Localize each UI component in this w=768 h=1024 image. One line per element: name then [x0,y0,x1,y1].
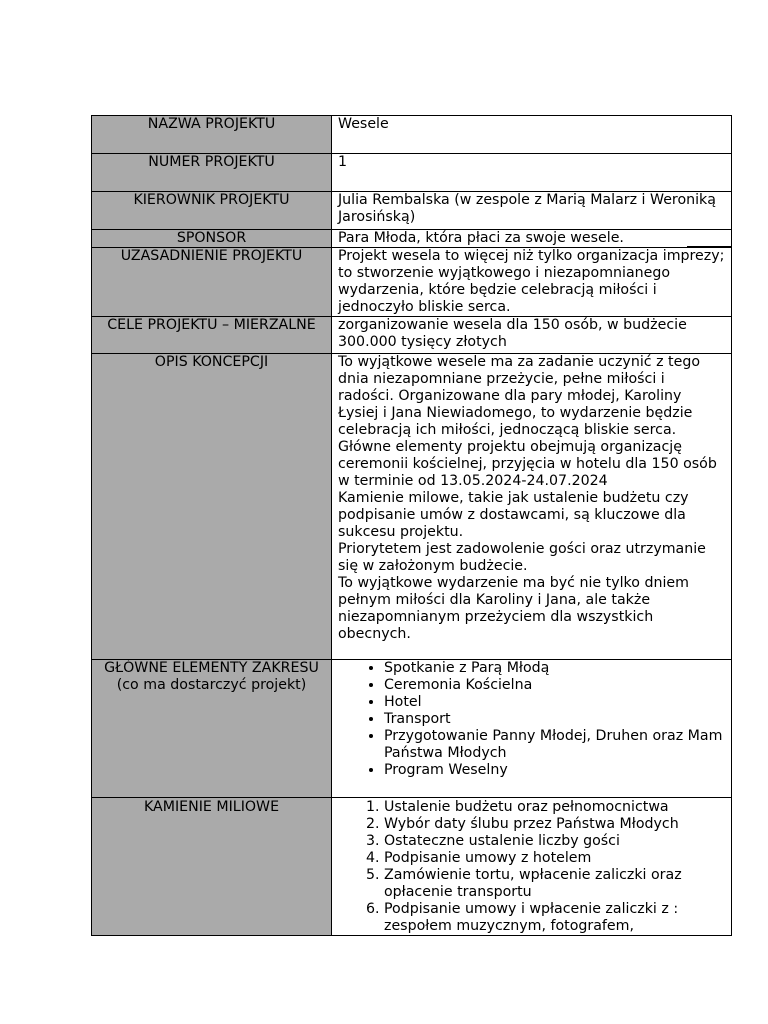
concept-label: OPIS KONCEPCJI [92,354,332,660]
milestones-value [332,798,732,936]
row-scope [92,660,732,798]
row-goals [92,317,732,354]
row-milestones [92,798,732,936]
goals-value: zorganizowanie wesela dla 150 osób, w budżecie 300.000 tysięcy złotych [332,317,732,354]
project-manager-label: KIEROWNIK PROJEKTU [92,192,332,230]
project-number-label: NUMER PROJEKTU [92,154,332,192]
project-manager-value: Julia Rembalska (w zespole z Marią Malarz i Weroniką Jarosińską) [332,192,732,230]
scope-item: • Ceremonia Kościelna [384,677,725,694]
milestone-item: 3. Ostateczne ustalenie liczby gości [384,833,725,850]
concept-paragraph: Priorytetem jest zadowolenie gości oraz utrzymanie się w założonym budżecie. [338,541,706,574]
scope-item: • Przygotowanie Panny Młodej, Druhen oraz Mam Państwa Młodych [384,728,725,762]
concept-paragraph: Główne elementy projektu obejmują organizację ceremonii kościelnej, przyjęcia w hotelu dla 150 osób w terminie od 13.05.2024-24.07.2024 [338,439,717,489]
scope-item: • Spotkanie z Parą Młodą [384,660,725,677]
concept-value [332,354,732,660]
project-name-value: Wesele [332,116,732,154]
row-project-manager [92,192,732,230]
milestone-item: 1. Ustalenie budżetu oraz pełnomocnictwa [384,799,725,816]
goals-label: CELE PROJEKTU – MIERZALNE [92,317,332,354]
row-project-number [92,154,732,192]
sponsor-label: SPONSOR [92,230,332,248]
concept-paragraph: To wyjątkowe wydarzenie ma być nie tylko dniem pełnym miłości dla Karoliny i Jana, ale także niezapomnianym przeżyciem dla wszystkich obecnych. [338,575,689,642]
row-project-name [92,116,732,154]
concept-paragraph: Kamienie milowe, takie jak ustalenie budżetu czy podpisanie umów z dostawcami, są kluczowe dla sukcesu projektu. [338,490,689,540]
scope-item: • Transport [384,711,725,728]
scope-item: • Program Weselny [384,762,725,779]
sponsor-divider-line [687,246,731,247]
sponsor-value: Para Młoda, która płaci za swoje wesele. [332,230,732,248]
milestone-item: 6. Podpisanie umowy i wpłacenie zaliczki z : zespołem muzycznym, fotografem, [384,901,725,935]
milestone-item: 4. Podpisanie umowy z hotelem [384,850,725,867]
scope-label: GŁÓWNE ELEMENTY ZAKRESU (co ma dostarczyć projekt) [92,660,332,798]
concept-paragraph: To wyjątkowe wesele ma za zadanie uczynić z tego dnia niezapomniane przeżycie, pełne miłości i radości. Organizowane dla pary młodej, Karoliny Łysiej i Jana Niewiadomego, to wydarzenie będzie celebracją ich miłości, jednoczącą bliskie serca. [338,354,701,438]
milestones-list [338,799,725,935]
scope-item: • Hotel [384,694,725,711]
scope-list [338,660,725,779]
project-number-value: 1 [332,154,732,192]
row-sponsor [92,230,732,248]
row-concept [92,354,732,660]
scope-value [332,660,732,798]
project-name-label: NAZWA PROJEKTU [92,116,332,154]
justification-label: UZASADNIENIE PROJEKTU [92,248,332,317]
project-charter-table [91,115,732,936]
milestone-item: 5. Zamówienie tortu, wpłacenie zaliczki oraz opłacenie transportu [384,867,725,901]
row-justification [92,248,732,317]
justification-value: Projekt wesela to więcej niż tylko organizacja imprezy; to stworzenie wyjątkowego i niezapomnianego wydarzenia, które będzie celebracją miłości i jednoczyło bliskie serca. [332,248,732,317]
milestone-item: 2. Wybór daty ślubu przez Państwa Młodych [384,816,725,833]
milestones-label: KAMIENIE MILIOWE [92,798,332,936]
